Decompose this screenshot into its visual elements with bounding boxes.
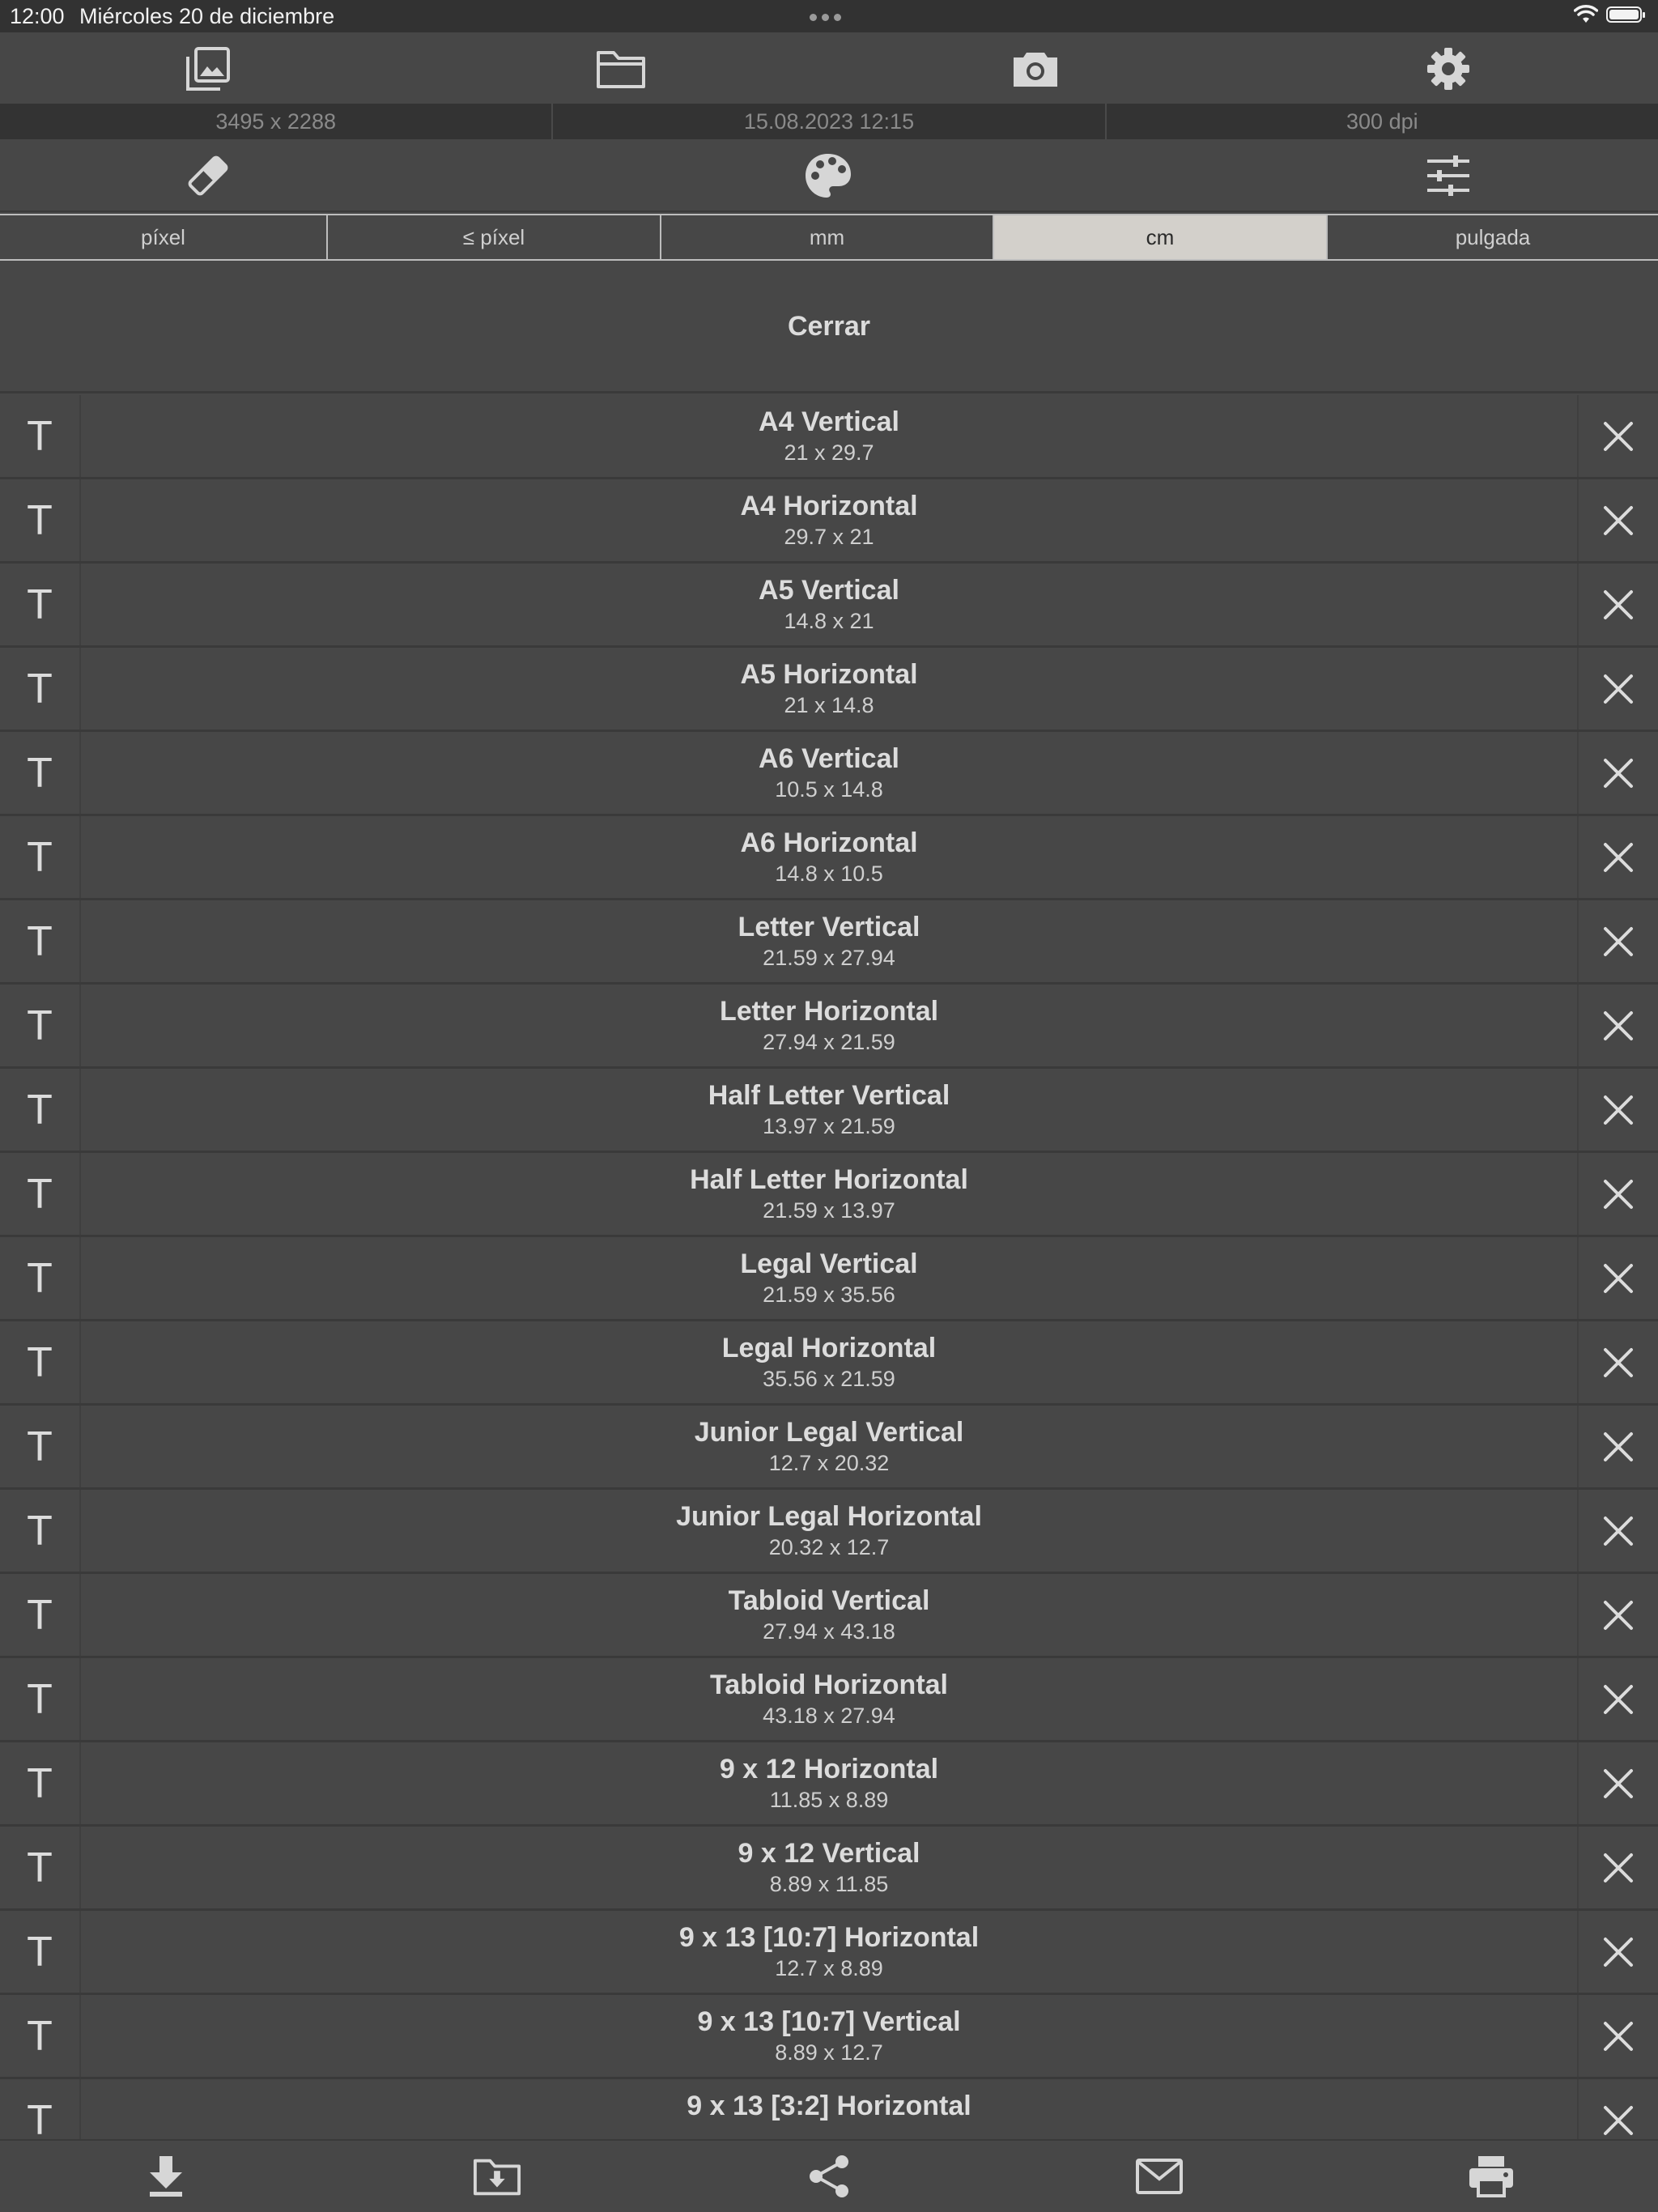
text-edit-icon: T [27, 1759, 53, 1807]
close-button[interactable] [0, 262, 1658, 393]
preset-row[interactable] [0, 732, 1658, 816]
folder-icon[interactable] [596, 44, 646, 94]
delete-preset-button[interactable] [1577, 2079, 1658, 2139]
preset-title: Half Letter Horizontal [690, 1164, 968, 1195]
preset-title: Junior Legal Vertical [694, 1417, 964, 1448]
preset-title: Legal Vertical [740, 1249, 918, 1279]
main-toolbar [0, 32, 1658, 104]
print-icon[interactable] [1467, 2152, 1516, 2201]
text-edit-icon: T [27, 1338, 53, 1386]
preset-title: 9 x 13 [3:2] Horizontal [687, 2091, 971, 2121]
close-icon [1602, 1515, 1635, 1547]
preset-title: A5 Horizontal [740, 659, 918, 690]
text-edit-icon: T [27, 1254, 53, 1302]
rename-preset-button[interactable] [0, 1911, 81, 1993]
text-edit-icon: T [27, 749, 53, 797]
preset-dimensions: 8.89 x 12.7 [775, 2040, 883, 2065]
preset-row[interactable] [0, 1153, 1658, 1237]
delete-preset-button[interactable] [1577, 1574, 1658, 1656]
delete-preset-button[interactable] [1577, 1995, 1658, 2077]
preset-row[interactable] [0, 564, 1658, 648]
preset-dimensions: 11.85 x 8.89 [769, 1788, 889, 1812]
rename-preset-button[interactable] [0, 1406, 81, 1487]
preset-dimensions: 13.97 x 21.59 [763, 1114, 895, 1138]
preset-dimensions: 35.56 x 21.59 [763, 1367, 895, 1391]
delete-preset-button[interactable] [1577, 479, 1658, 561]
text-edit-icon: T [27, 581, 53, 628]
delete-preset-button[interactable] [1577, 1911, 1658, 1993]
rename-preset-button[interactable] [0, 1827, 81, 1908]
share-icon[interactable] [805, 2152, 853, 2201]
text-edit-icon: T [27, 496, 53, 544]
preset-dimensions: 14.8 x 21 [784, 609, 874, 633]
preset-title: Letter Vertical [738, 912, 920, 942]
delete-preset-button[interactable] [1577, 1827, 1658, 1908]
unit-option-pixel[interactable]: píxel [0, 215, 328, 259]
wifi-icon [1574, 5, 1598, 24]
text-edit-icon: T [27, 1928, 53, 1976]
camera-icon[interactable] [1010, 44, 1061, 94]
text-edit-icon: T [27, 1844, 53, 1891]
text-edit-icon: T [27, 2012, 53, 2060]
preset-row[interactable] [0, 2079, 1658, 2139]
preset-dimensions: 8.89 x 11.85 [769, 1872, 889, 1896]
preset-row[interactable] [0, 1911, 1658, 1995]
preset-title: 9 x 12 Horizontal [719, 1754, 939, 1784]
preset-title: A6 Horizontal [740, 827, 918, 858]
rename-preset-button[interactable] [0, 900, 81, 982]
rename-preset-button[interactable] [0, 1153, 81, 1235]
delete-preset-button[interactable] [1577, 1321, 1658, 1403]
delete-preset-button[interactable] [1577, 1658, 1658, 1740]
preset-dimensions: 27.94 x 43.18 [763, 1619, 895, 1644]
preset-dimensions: 43.18 x 27.94 [763, 1704, 895, 1728]
download-icon[interactable] [142, 2152, 190, 2201]
close-icon [1602, 1683, 1635, 1716]
close-icon [1602, 2020, 1635, 2052]
delete-preset-button[interactable] [1577, 985, 1658, 1066]
delete-preset-button[interactable] [1577, 1406, 1658, 1487]
rename-preset-button[interactable] [0, 732, 81, 814]
delete-preset-button[interactable] [1577, 1490, 1658, 1572]
preset-title: 9 x 12 Vertical [738, 1838, 920, 1869]
mail-icon[interactable] [1135, 2152, 1184, 2201]
rename-preset-button[interactable] [0, 1321, 81, 1403]
rename-preset-button[interactable] [0, 648, 81, 730]
preset-dimensions: 21.59 x 35.56 [763, 1283, 895, 1307]
close-icon [1602, 1767, 1635, 1800]
close-icon [1602, 1094, 1635, 1126]
close-icon [1602, 841, 1635, 874]
multitasking-dots-icon[interactable] [810, 14, 841, 21]
close-icon [1602, 1852, 1635, 1884]
preset-dimensions: 14.8 x 10.5 [775, 861, 883, 886]
preset-title: Half Letter Vertical [708, 1080, 950, 1111]
preset-dimensions: 21.59 x 27.94 [763, 946, 895, 970]
text-edit-icon: T [27, 833, 53, 881]
preset-list [0, 395, 1658, 2139]
unit-option-cm[interactable]: cm [994, 215, 1328, 259]
close-icon [1602, 420, 1635, 453]
preset-title: Letter Horizontal [719, 996, 939, 1027]
text-edit-icon: T [27, 412, 53, 460]
close-icon [1602, 1010, 1635, 1042]
rename-preset-button[interactable] [0, 1069, 81, 1151]
preset-row[interactable] [0, 985, 1658, 1069]
text-edit-icon: T [27, 1002, 53, 1049]
preset-row[interactable] [0, 479, 1658, 564]
rename-preset-button[interactable] [0, 2079, 81, 2139]
delete-preset-button[interactable] [1577, 395, 1658, 477]
preset-dimensions: 21 x 14.8 [784, 693, 874, 717]
close-icon [1602, 1599, 1635, 1631]
rename-preset-button[interactable] [0, 1237, 81, 1319]
text-edit-icon: T [27, 1675, 53, 1723]
preset-title: A4 Vertical [759, 406, 899, 437]
text-edit-icon: T [27, 2096, 53, 2139]
preset-row[interactable] [0, 1406, 1658, 1490]
rename-preset-button[interactable] [0, 1742, 81, 1824]
close-icon [1602, 504, 1635, 537]
rename-preset-button[interactable] [0, 395, 81, 477]
preset-row[interactable] [0, 816, 1658, 900]
preset-row[interactable] [0, 1995, 1658, 2079]
close-icon [1602, 589, 1635, 621]
close-icon [1602, 925, 1635, 958]
preset-row[interactable] [0, 395, 1658, 479]
preset-dimensions: 21.59 x 13.97 [763, 1198, 895, 1223]
rename-preset-button[interactable] [0, 1574, 81, 1656]
unit-option-max-pixel[interactable]: ≤ píxel [328, 215, 661, 259]
close-icon [1602, 1262, 1635, 1295]
sliders-icon[interactable] [1422, 149, 1475, 202]
close-icon [1602, 1346, 1635, 1379]
status-time: 12:00 [10, 4, 65, 28]
close-button-label: Cerrar [787, 311, 871, 342]
preset-title: 9 x 13 [10:7] Horizontal [678, 1922, 980, 1953]
preset-dimensions: 10.5 x 14.8 [775, 777, 883, 802]
preset-row[interactable] [0, 648, 1658, 732]
rename-preset-button[interactable] [0, 564, 81, 645]
text-edit-icon: T [27, 1086, 53, 1134]
delete-preset-button[interactable] [1577, 1069, 1658, 1151]
preset-row[interactable] [0, 1069, 1658, 1153]
close-icon [1602, 2104, 1635, 2137]
bottom-toolbar [0, 2139, 1658, 2212]
rename-preset-button[interactable] [0, 479, 81, 561]
save-to-folder-icon[interactable] [473, 2152, 521, 2201]
preset-title: A6 Vertical [759, 743, 899, 774]
rename-preset-button[interactable] [0, 1490, 81, 1572]
preset-row[interactable] [0, 1827, 1658, 1911]
gear-icon[interactable] [1423, 44, 1473, 94]
preset-title: Legal Horizontal [721, 1333, 937, 1363]
preset-title: Junior Legal Horizontal [676, 1501, 982, 1532]
preset-row[interactable] [0, 1321, 1658, 1406]
preset-title: Tabloid Horizontal [709, 1670, 948, 1700]
text-edit-icon: T [27, 1423, 53, 1470]
image-info-bar [0, 104, 1658, 139]
image-timestamp: 15.08.2023 12:15 [553, 104, 1106, 139]
status-date: Miércoles 20 de diciembre [79, 4, 335, 28]
unit-selector [0, 214, 1658, 261]
eraser-icon[interactable] [181, 149, 235, 202]
close-icon [1602, 1936, 1635, 1968]
delete-preset-button[interactable] [1577, 732, 1658, 814]
palette-icon[interactable] [801, 149, 855, 202]
preset-title: Tabloid Vertical [728, 1585, 930, 1616]
preset-title: A4 Horizontal [740, 491, 918, 521]
unit-option-inch[interactable]: pulgada [1455, 225, 1531, 249]
photo-library-icon[interactable] [183, 44, 233, 94]
preset-row[interactable] [0, 1490, 1658, 1574]
delete-preset-button[interactable] [1577, 1153, 1658, 1235]
delete-preset-button[interactable] [1577, 564, 1658, 645]
rename-preset-button[interactable] [0, 1995, 81, 2077]
preset-title: 9 x 13 [10:7] Vertical [697, 2006, 961, 2037]
rename-preset-button[interactable] [0, 985, 81, 1066]
delete-preset-button[interactable] [1577, 648, 1658, 730]
status-bar [0, 0, 1658, 32]
preset-dimensions: 21 x 29.7 [784, 440, 874, 465]
preset-dimensions: 27.94 x 21.59 [763, 1030, 895, 1054]
rename-preset-button[interactable] [0, 1658, 81, 1740]
preset-row[interactable] [0, 1658, 1658, 1742]
preset-dimensions: 20.32 x 12.7 [768, 1535, 890, 1559]
preset-dimensions: 12.7 x 8.89 [775, 1956, 883, 1980]
close-icon [1602, 757, 1635, 789]
delete-preset-button[interactable] [1577, 1742, 1658, 1824]
edit-toolbar [0, 139, 1658, 212]
rename-preset-button[interactable] [0, 816, 81, 898]
image-dpi: 300 dpi [1346, 109, 1418, 134]
preset-dimensions: 29.7 x 21 [784, 525, 874, 549]
preset-row[interactable] [0, 1237, 1658, 1321]
text-edit-icon: T [27, 917, 53, 965]
preset-row[interactable] [0, 1574, 1658, 1658]
preset-row[interactable] [0, 900, 1658, 985]
preset-row[interactable] [0, 1742, 1658, 1827]
delete-preset-button[interactable] [1577, 1237, 1658, 1319]
text-edit-icon: T [27, 1170, 53, 1218]
preset-title: A5 Vertical [759, 575, 899, 606]
text-edit-icon: T [27, 665, 53, 713]
unit-option-mm[interactable]: mm [661, 215, 994, 259]
close-icon [1602, 1431, 1635, 1463]
text-edit-icon: T [27, 1507, 53, 1555]
preset-dimensions: 12.7 x 20.32 [768, 1451, 890, 1475]
delete-preset-button[interactable] [1577, 816, 1658, 898]
close-icon [1602, 1178, 1635, 1210]
image-resolution: 3495 x 2288 [0, 104, 553, 139]
battery-icon [1606, 6, 1642, 23]
delete-preset-button[interactable] [1577, 900, 1658, 982]
close-icon [1602, 673, 1635, 705]
text-edit-icon: T [27, 1591, 53, 1639]
